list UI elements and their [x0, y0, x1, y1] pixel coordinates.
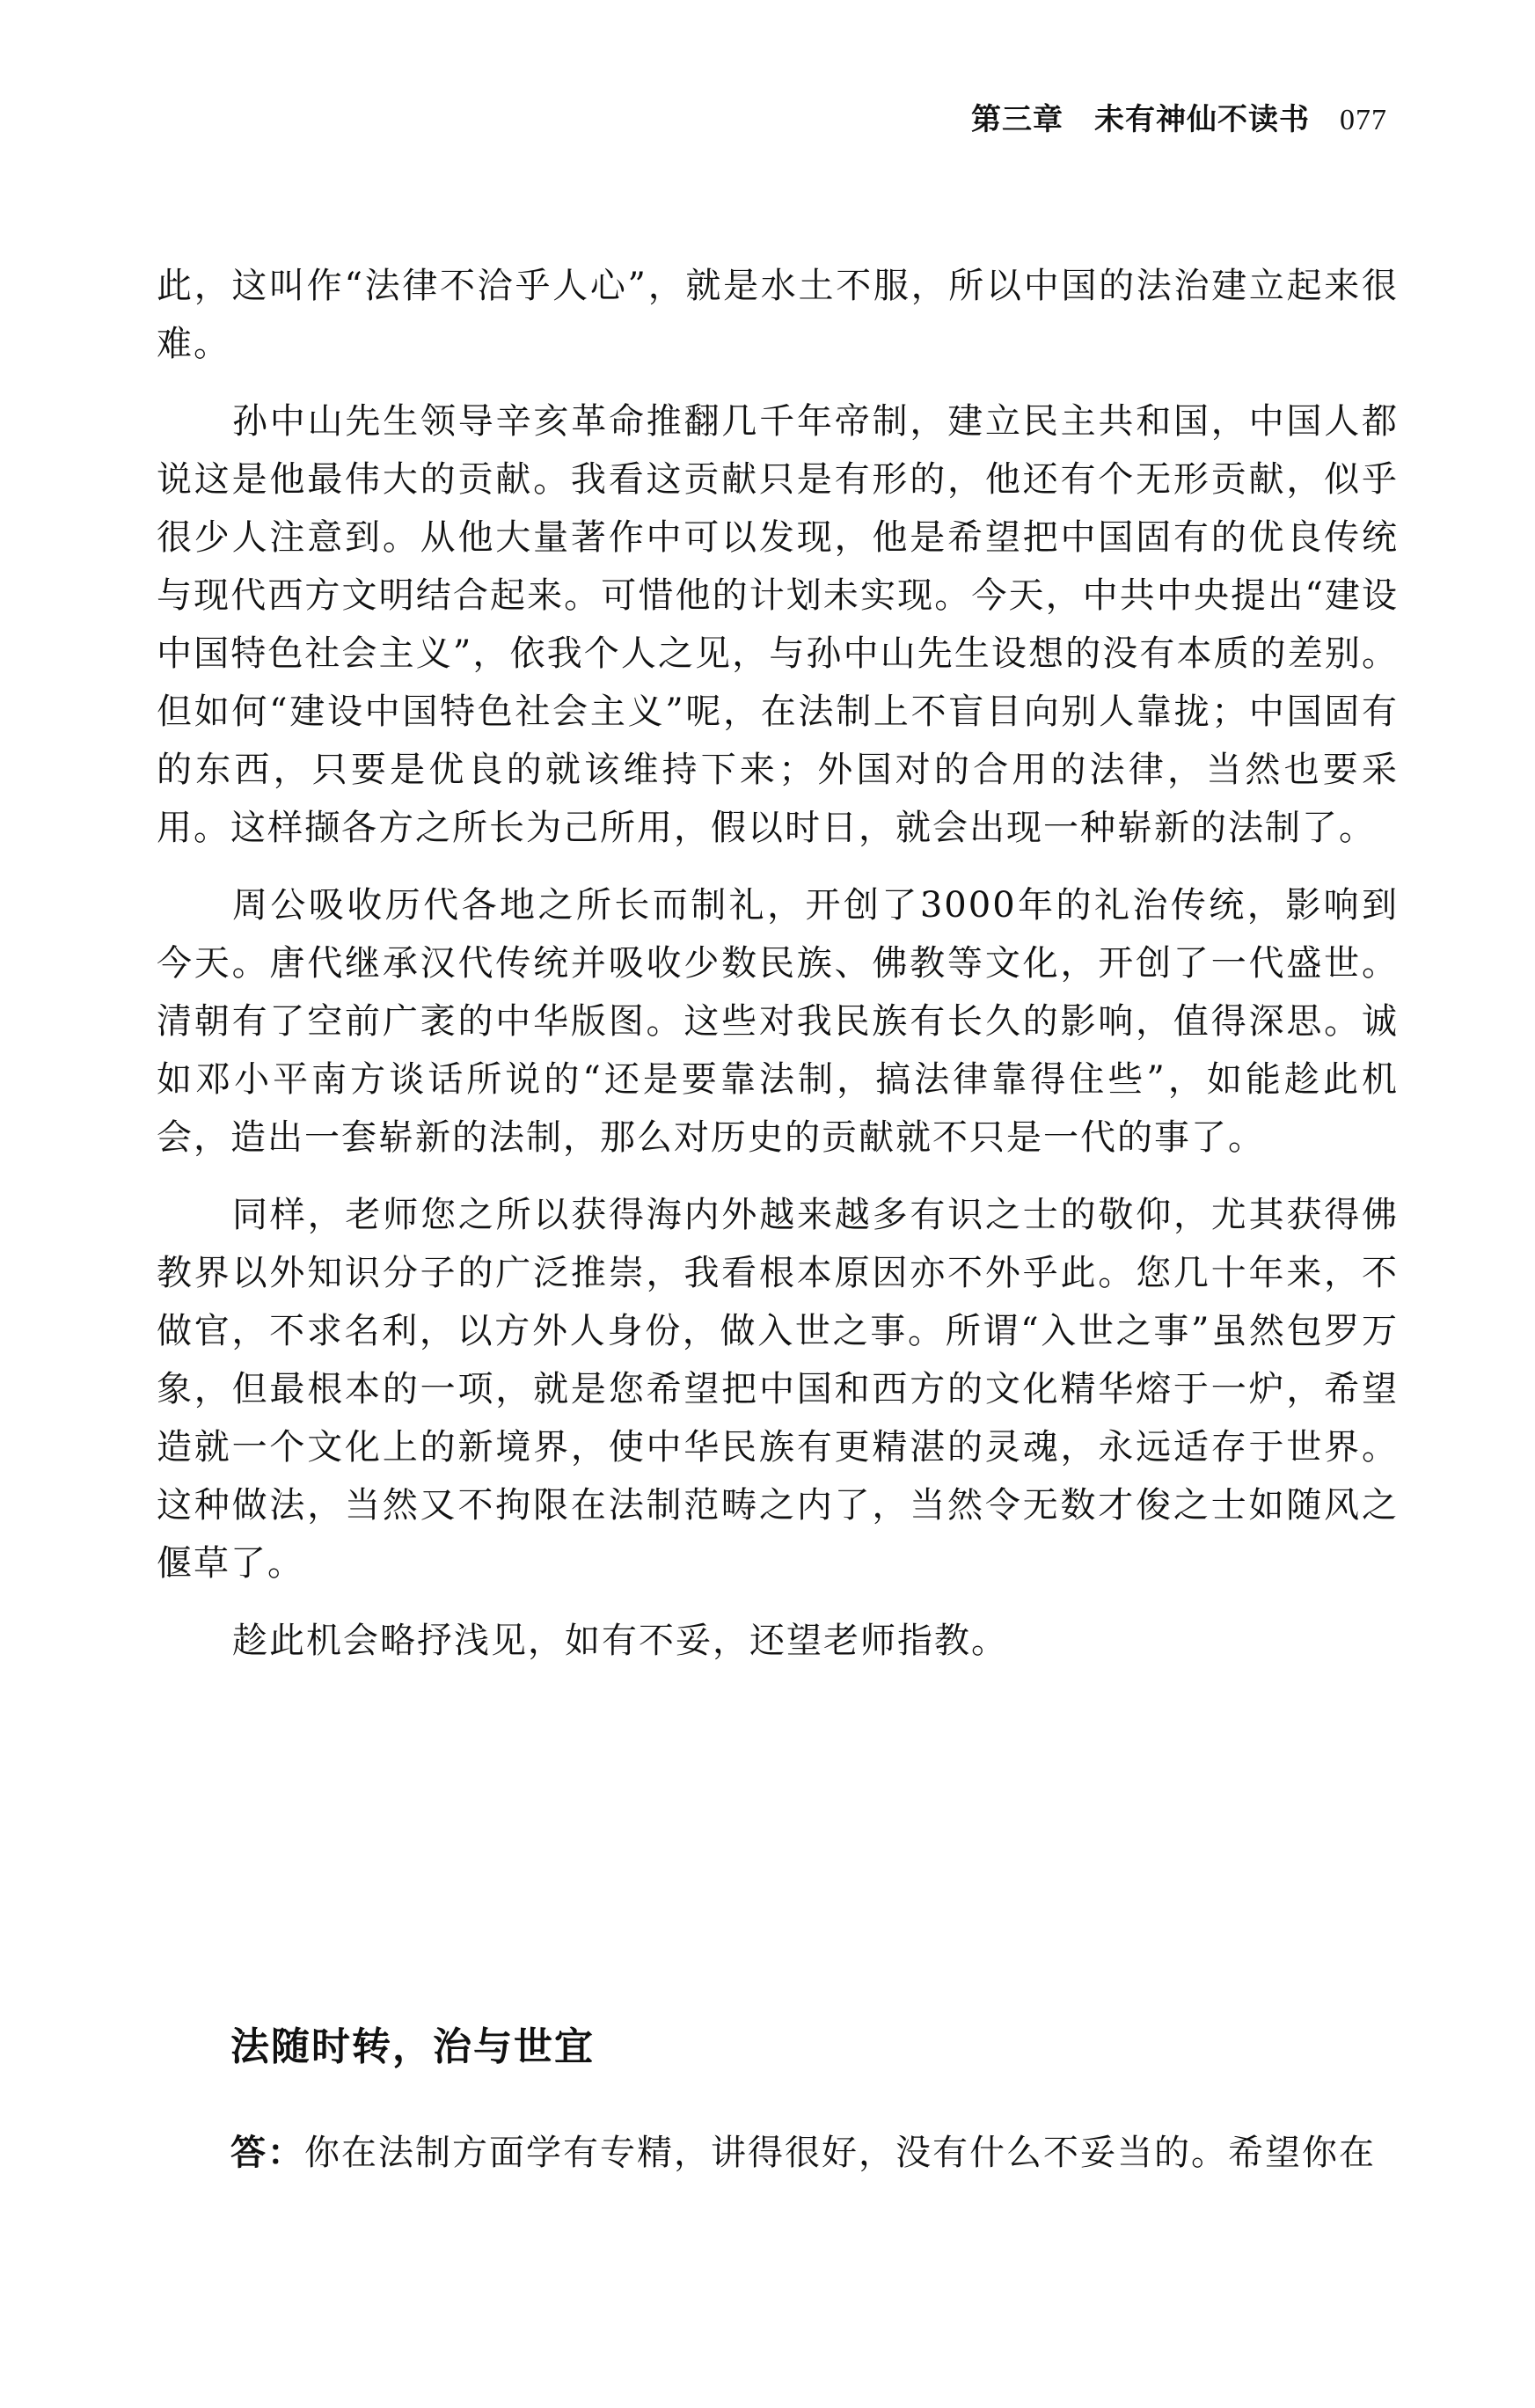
paragraph-sun-yat-sen: 孙中山先生领导辛亥革命推翻几千年帝制，建立民主共和国，中国人都说这是他最伟大的贡献。我看这贡献只是有形的，他还有个无形贡献，似乎很少人注意到。从他大量著作中可以发现，他是希望把中国固有的优良传统与现代西方文明结合起来。可惜他的计划未实现。今天，中共中央提出“建设中国特色社会主义”，依我个人之见，与孙中山先生设想的没有本质的差别。但如何“建设中国特色社会主义”呢，在法制上不盲目向别人靠拢；中国固有的东西，只要是优良的就该维持下来；外国对的合用的法律，当然也要采用。这样撷各方之所长为己所用，假以时日，就会出现一种崭新的法制了。 [157, 401, 1399, 848]
answer-label: 答： [230, 2133, 304, 2173]
paragraph-continued: 此，这叫作“法律不洽乎人心”，就是水土不服，所以中国的法治建立起来很难。 [157, 266, 1399, 364]
answer-paragraph [230, 2124, 1399, 2182]
paragraph-closing: 趁此机会略抒浅见，如有不妥，还望老师指教。 [232, 1621, 1008, 1661]
answer-text: 你在法制方面学有专精，讲得很好，没有什么不妥当的。希望你在 [304, 2133, 1376, 2173]
running-header [971, 95, 1387, 138]
paragraph-teacher: 同样，老师您之所以获得海内外越来越多有识之士的敬仰，尤其获得佛教界以外知识分子的广泛推崇，我看根本原因亦不外乎此。您几十年来，不做官，不求名利，以方外人身份，做入世之事。所谓“入世之事”虽然包罗万象，但最根本的一项，就是您希望把中国和西方的文化精华熔于一炉，希望造就一个文化上的新境界，使中华民族有更精湛的灵魂，永远适存于世界。这种做法，当然又不拘限在法制范畴之内了，当然令无数才俊之士如随风之偃草了。 [157, 1195, 1399, 1584]
page-number: 077 [1340, 104, 1387, 136]
chapter-title: 第三章 未有神仙不读书 [971, 102, 1310, 137]
paragraph-zhou-gong: 周公吸收历代各地之所长而制礼，开创了3000年的礼治传统，影响到今天。唐代继承汉代传统并吸收少数民族、佛教等文化，开创了一代盛世。清朝有了空前广袤的中华版图。这些对我民族有长久的影响，值得深思。诚如邓小平南方谈话所说的“还是要靠法制，搞法律靠得住些”，如能趁此机会，造出一套崭新的法制，那么对历史的贡献就不只是一代的事了。 [157, 885, 1399, 1158]
section-heading: 法随时转，治与世宜 [230, 2024, 595, 2069]
body-text [157, 257, 1399, 1670]
